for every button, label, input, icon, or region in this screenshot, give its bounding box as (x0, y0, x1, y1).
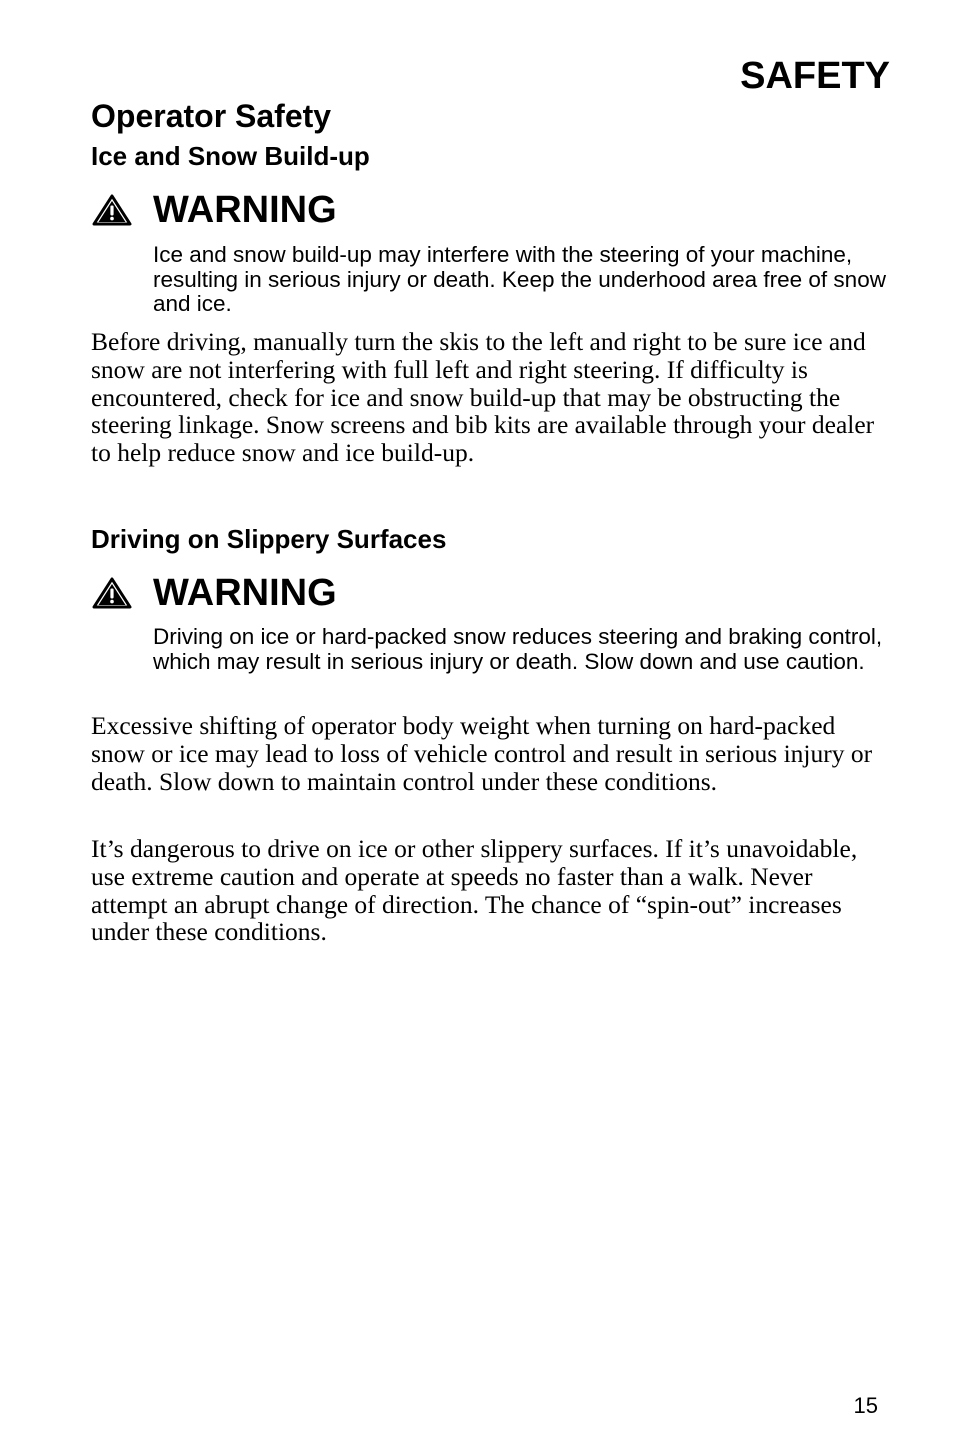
page-title: Operator Safety (91, 98, 332, 134)
page-number: 15 (853, 1393, 878, 1418)
body-paragraph: Before driving, manually turn the skis to the left and right to be sure ice and snow are not interfering with full left and right steering. If difficulty is encountered, check for ice and snow build-up that may be obstructing the steering linkage. Snow screens and bib kits are available through your dealer to help reduce snow and ice build-up. (91, 327, 875, 468)
body-paragraph: Excessive shifting of operator body weight when turning on hard-packed snow or ice may lead to loss of vehicle control and result in serious injury or death. Slow down to maintain control under these conditions. (91, 711, 873, 796)
section-header: SAFETY (740, 55, 890, 97)
subheading-slippery-surfaces: Driving on Slippery Surfaces (91, 524, 447, 554)
warning-triangle-icon (91, 576, 133, 610)
warning-label: WARNING (153, 189, 337, 231)
warning-box-slippery (91, 572, 337, 614)
body-paragraph: It’s dangerous to drive on ice or other slippery surfaces. If it’s unavoidable, use extreme caution and operate at speeds no faster than a walk. Never attempt an abrupt change of direction. The chance of “spin-out” increases under these conditions. (91, 834, 858, 947)
warning-box-ice-snow (91, 189, 337, 231)
warning-triangle-icon (91, 193, 133, 227)
warning-text-slippery: Driving on ice or hard-packed snow reduces steering and braking control, which may result in serious injury or death. Slow down and use caution. (153, 624, 883, 674)
subheading-ice-snow: Ice and Snow Build-up (91, 141, 370, 171)
warning-text-ice-snow: Ice and snow build-up may interfere with the steering of your machine, resulting in serious injury or death. Keep the underhood area free of snow and ice. (153, 242, 886, 316)
warning-label: WARNING (153, 572, 337, 614)
